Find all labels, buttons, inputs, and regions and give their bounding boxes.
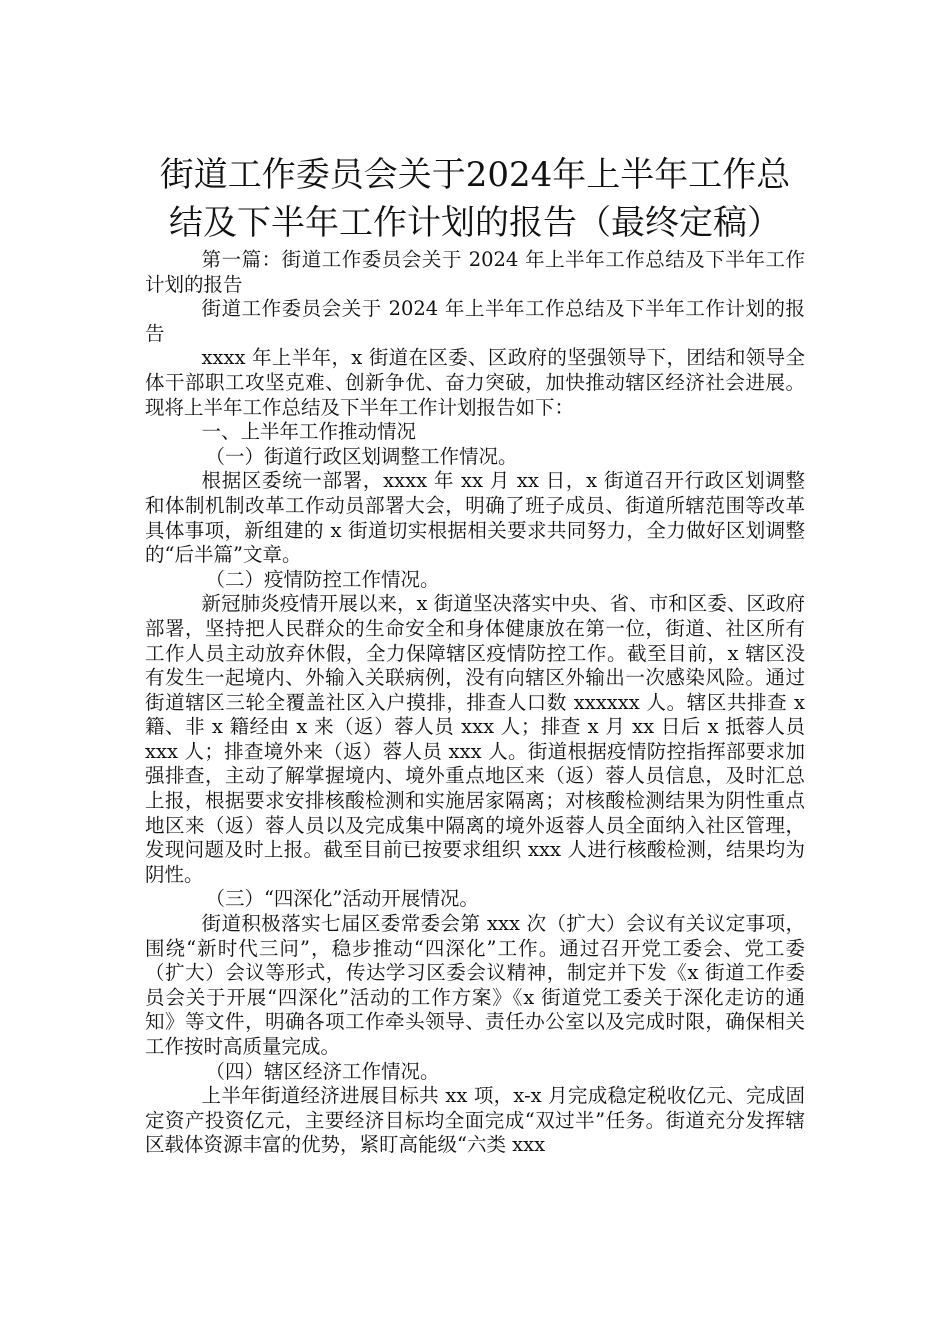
paragraph: 上半年街道经济进展目标共 xx 项，x-x 月完成稳定税收亿元、完成固定资产投资亿元，主要经济目标均全面完成“双过半”任务。街道充分发挥辖区载体资源丰富的优势，紧盯高能级“六类 xxx [145, 1084, 805, 1157]
document-body [145, 248, 805, 1158]
subsection-heading: （二）疫情防控工作情况。 [205, 567, 440, 591]
section-heading: 一、上半年工作推动情况 [201, 420, 417, 444]
paragraph-chapter-heading: 第一篇：街道工作委员会关于 2024 年上半年工作总结及下半年工作计划的报告 [145, 248, 805, 296]
paragraph: 新冠肺炎疫情开展以来，x 街道坚决落实中央、省、市和区委、区政府部署，坚持把人民群众的生命安全和身体健康放在第一位，街道、社区所有工作人员主动放弃休假，全力保障辖区疫情防控工作。截至目前，x 辖区没有发生一起境内、外输入关联病例，没有向辖区外输出一次感染风险。通过街道辖区三轮全覆盖社区入户摸排，排查人口数 xxxxxx 人。辖区共排查 x 籍、非 x 籍经由 x 来（返）蓉人员 xxx 人；排查 x 月 xx 日后 x 抵蓉人员 xxx 人；排查境外来（返）蓉人员 xxx 人。街道根据疫情防控指挥部要求加强排查，主动了解掌握境内、境外重点地区来（返）蓉人员信息，及时汇总上报，根据要求安排核酸检测和实施居家隔离；对核酸检测结果为阴性重点地区来（返）蓉人员以及完成集中隔离的境外返蓉人员全面纳入社区管理，发现问题及时上报。截至目前已按要求组织 xxx 人进行核酸检测，结果均为阴性。 [145, 592, 805, 886]
paragraph-subtitle: 街道工作委员会关于 2024 年上半年工作总结及下半年工作计划的报告 [145, 297, 805, 345]
subsection-heading: （一）街道行政区划调整工作情况。 [205, 444, 518, 468]
subsection-heading: （三）“四深化”活动开展情况。 [205, 887, 479, 911]
paragraph: 街道积极落实七届区委常委会第 xxx 次（扩大）会议有关议定事项，围绕“新时代三问”，稳步推动“四深化”工作。通过召开党工委会、党工委（扩大）会议等形式，传达学习区委会议精神，制定并下发《x 街道工作委员会关于开展“四深化”活动的工作方案》《x 街道党工委关于深化走访的通知》等文件，明确各项工作牵头领导、责任办公室以及完成时限，确保相关工作按时高质量完成。 [145, 912, 805, 1058]
paragraph-intro: xxxx 年上半年，x 街道在区委、区政府的坚强领导下，团结和领导全体干部职工攻坚克难、创新争优、奋力突破，加快推动辖区经济社会进展。现将上半年工作总结及下半年工作计划报告如下： [145, 346, 805, 419]
paragraph: 根据区委统一部署，xxxx 年 xx 月 xx 日，x 街道召开行政区划调整和体制机制改革工作动员部署大会，明确了班子成员、街道所辖范围等改革具体事项，新组建的 x 街道切实根据相关要求共同努力，全力做好区划调整的“后半篇”文章。 [145, 469, 805, 567]
subsection-heading: （四）辖区经济工作情况。 [205, 1059, 440, 1083]
title-line-1: 街道工作委员会关于2024年上半年工作总 [159, 154, 791, 195]
document-title [120, 151, 830, 247]
title-line-2: 结及下半年工作计划的报告（最终定稿） [169, 202, 781, 243]
